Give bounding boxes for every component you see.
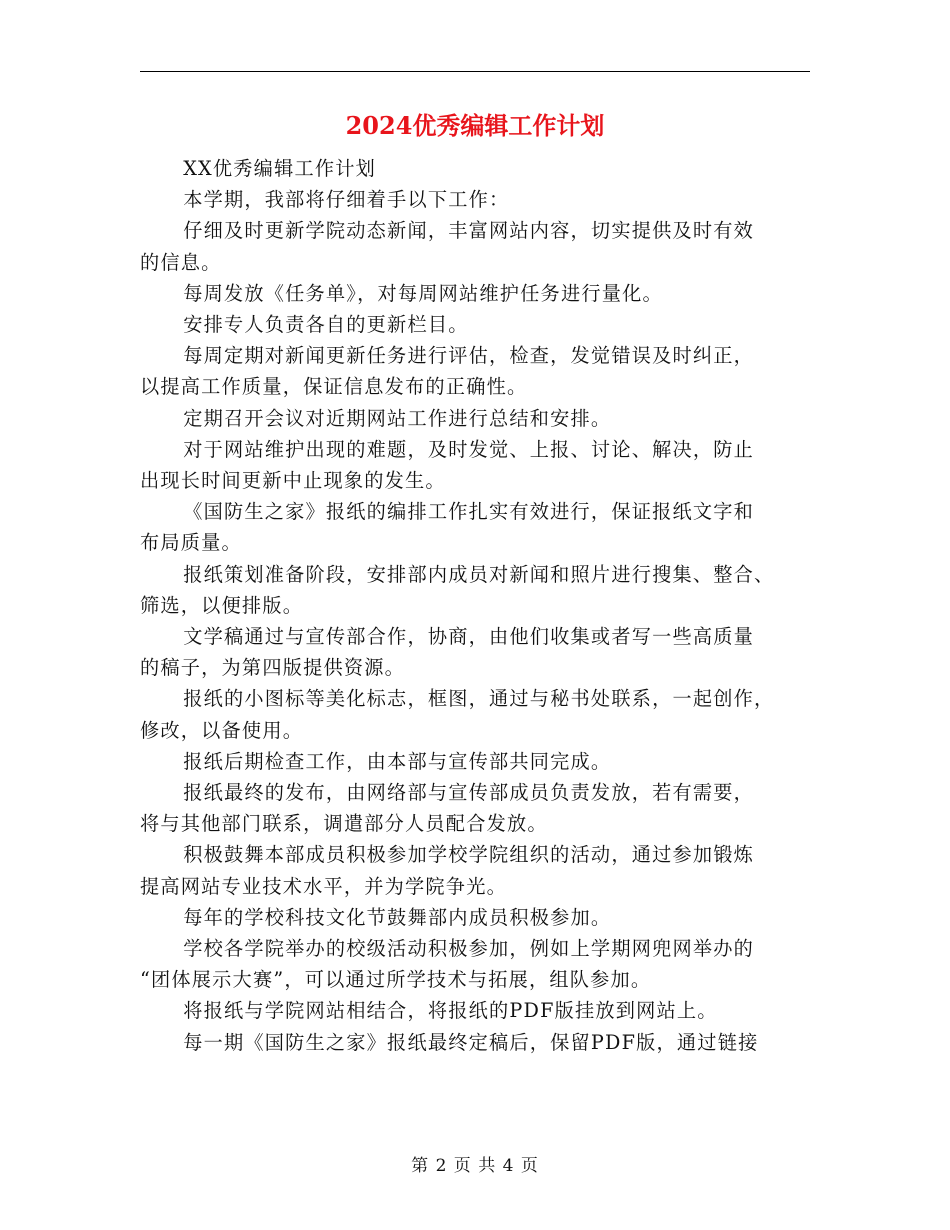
document-body [140,153,812,1058]
paragraph: 文学稿通过与宣传部合作，协商，由他们收集或者写一些高质量 的稿子，为第四版提供资源。 [140,625,755,680]
paragraph: 积极鼓舞本部成员积极参加学校学院组织的活动，通过参加锻炼 提高网站专业技术水平，并为学院争光。 [140,843,755,898]
paragraph: 将报纸与学院网站相结合，将报纸的PDF版挂放到网站上。 [183,999,718,1023]
paragraph: 安排专人负责各自的更新栏目。 [183,313,469,337]
document-title: 2024优秀编辑工作计划 [345,111,605,140]
paragraph: 对于网站维护出现的难题，及时发觉、上报、讨论、解决，防止 出现长时间更新中止现象的发生。 [140,437,755,493]
paragraph: 报纸策划准备阶段，安排部内成员对新闻和照片进行搜集、整合、 筛选，以便排版。 [140,562,775,617]
paragraph: 报纸的小图标等美化标志，框图，通过与秘书处联系，一起创作， 修改，以备使用。 [140,687,775,742]
paragraph: 每周定期对新闻更新任务进行评估，检查，发觉错误及时纠正， 以提高工作质量，保证信息发布的正确性。 [140,344,755,399]
paragraph: 每周发放《任务单》，对每周网站维护任务进行量化。 [183,281,663,305]
paragraph: 学校各学院举办的校级活动积极参加，例如上学期网兜网举办的 “团体展示大赛”，可以通过所学技术与拓展，组队参加。 [140,937,755,992]
paragraph: 仔细及时更新学院动态新闻，丰富网站内容，切实提供及时有效 的信息。 [140,219,755,274]
paragraph: 报纸最终的发布，由网络部与宣传部成员负责发放，若有需要， 将与其他部门联系，调遣部分人员配合发放。 [140,781,755,836]
header-rule [140,71,810,72]
paragraph: 本学期，我部将仔细着手以下工作： [183,188,510,212]
page-number-footer: 第 2 页 共 4 页 [411,1156,539,1176]
paragraph: 每年的学校科技文化节鼓舞部内成员积极参加。 [183,905,612,929]
paragraph: XX优秀编辑工作计划 [183,157,377,180]
paragraph: 定期召开会议对近期网站工作进行总结和安排。 [183,406,612,430]
paragraph: 《国防生之家》报纸的编排工作扎实有效进行，保证报纸文字和 布局质量。 [140,500,755,555]
paragraph: 报纸后期检查工作，由本部与宣传部共同完成。 [183,749,612,773]
paragraph: 每一期《国防生之家》报纸最终定稿后，保留PDF版，通过链接 [183,1030,759,1054]
